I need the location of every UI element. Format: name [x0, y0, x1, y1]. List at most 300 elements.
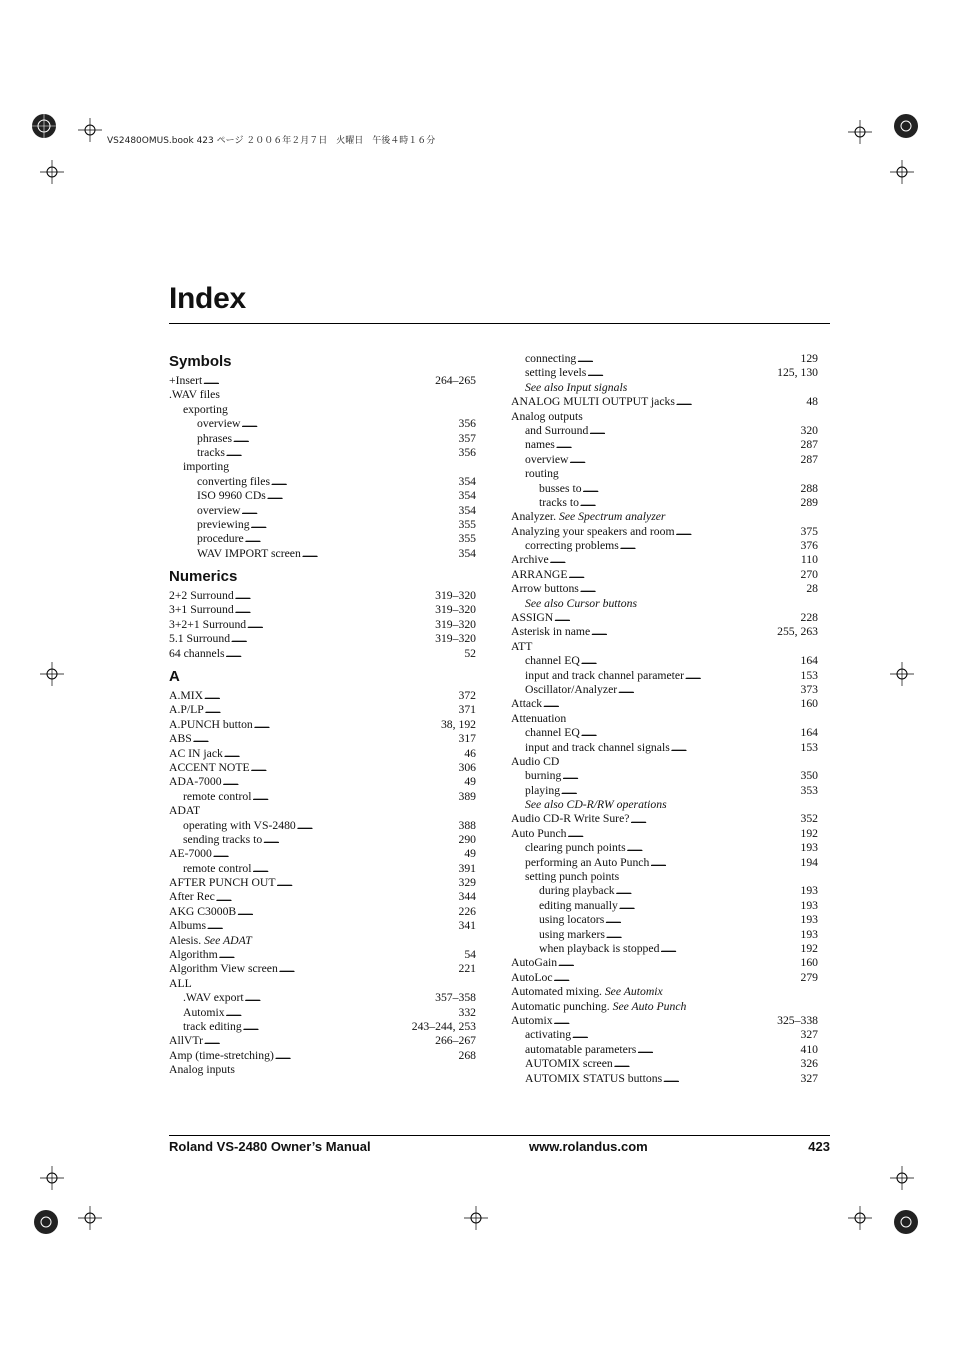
dot-leader: [543, 697, 797, 711]
entry-term: exporting: [183, 402, 228, 416]
index-entry: [169, 504, 476, 518]
index-entry: [511, 1072, 818, 1086]
entry-term: Attack: [511, 697, 543, 711]
index-entry: [511, 640, 818, 654]
index-entry: [511, 683, 818, 697]
entry-term: overview: [525, 452, 569, 466]
entry-term: editing manually: [539, 898, 618, 912]
entry-page: 46: [464, 746, 476, 760]
dot-leader: [627, 841, 798, 855]
entry-term: 2+2 Surround: [169, 589, 234, 603]
entry-term: Arrow buttons: [511, 582, 579, 596]
dot-leader: [252, 862, 455, 876]
entry-page: 354: [458, 489, 476, 503]
index-entry: [511, 769, 818, 783]
entry-term: input and track channel signals: [525, 740, 670, 754]
entry-page: 221: [458, 962, 476, 976]
entry-page: 356: [458, 445, 476, 459]
index-entry: [511, 438, 818, 452]
entry-page: 388: [458, 818, 476, 832]
index-entry: [169, 647, 476, 661]
entry-page: 373: [800, 682, 818, 696]
entry-term: ABS: [169, 732, 192, 746]
index-column-left: [169, 352, 476, 1078]
entry-term: AUTOMIX STATUS buttons: [525, 1071, 663, 1085]
index-entry: [511, 798, 818, 812]
entry-term: previewing: [197, 517, 250, 531]
crosshair-icon: [40, 160, 64, 184]
index-entry: [511, 813, 818, 827]
entry-term: Analog inputs: [169, 1063, 235, 1077]
entry-term: Algorithm: [169, 948, 218, 962]
dot-leader: [216, 891, 456, 905]
dot-leader: [562, 769, 797, 783]
dot-leader: [263, 833, 455, 847]
index-entry: [511, 1000, 818, 1014]
entry-term: clearing punch points: [525, 841, 626, 855]
index-entry: [169, 775, 476, 789]
entry-page: 192: [800, 826, 818, 840]
entry-term: AFTER PUNCH OUT: [169, 876, 276, 890]
index-entry: [511, 568, 818, 582]
dot-leader: [242, 504, 456, 518]
see-reference: See also CD-R/RW operations: [525, 798, 667, 812]
entry-term: Analog outputs: [511, 409, 583, 423]
dot-leader: [252, 790, 455, 804]
index-entry: [169, 388, 476, 402]
entry-page: 125, 130: [777, 366, 818, 380]
index-entry: [169, 417, 476, 431]
entry-term: importing: [183, 460, 230, 474]
entry-page: 357–358: [435, 991, 476, 1005]
index-entry: [169, 703, 476, 717]
index-entry: [169, 891, 476, 905]
entry-term: ANALOG MULTI OUTPUT jacks: [511, 395, 675, 409]
entry-term: 3+2+1 Surround: [169, 617, 247, 631]
entry-term: WAV IMPORT screen: [197, 546, 301, 560]
see-reference: See also Input signals: [525, 380, 628, 394]
dot-leader: [572, 1028, 797, 1042]
crosshair-icon: [848, 120, 872, 144]
dot-leader: [581, 654, 798, 668]
index-entry: [169, 819, 476, 833]
entry-page: 49: [464, 847, 476, 861]
crosshair-icon: [848, 1206, 872, 1230]
entry-term: channel EQ: [525, 654, 580, 668]
dot-leader: [277, 876, 456, 890]
dot-leader: [251, 518, 456, 532]
entry-term: performing an Auto Punch: [525, 855, 650, 869]
dot-leader: [606, 928, 798, 942]
index-entry: [511, 784, 818, 798]
index-entry: [169, 374, 476, 388]
index-entry: [511, 712, 818, 726]
dot-leader: [226, 647, 462, 661]
registration-mark-icon: [890, 112, 922, 144]
index-entry: [169, 632, 476, 646]
entry-page: 355: [458, 517, 476, 531]
entry-term: remote control: [183, 789, 252, 803]
entry-term: remote control: [183, 861, 252, 875]
index-entry: [511, 1057, 818, 1071]
entry-term: setting levels: [525, 366, 587, 380]
registration-mark-icon: [30, 1206, 64, 1240]
dot-leader: [550, 553, 798, 567]
entry-term: input and track channel parameter: [525, 668, 685, 682]
index-entry: [169, 847, 476, 861]
entry-term: setting punch points: [525, 870, 620, 884]
entry-page: 319–320: [435, 589, 476, 603]
index-entry: [511, 625, 818, 639]
index-entry: [511, 971, 818, 985]
entry-page: 192: [800, 942, 818, 955]
entry-page: 193: [800, 841, 818, 855]
index-entry: [511, 884, 818, 898]
dot-leader: [685, 669, 797, 683]
entry-term: ALL: [169, 976, 192, 990]
dot-leader: [569, 568, 798, 582]
index-entry: [169, 460, 476, 474]
index-entry: [169, 403, 476, 417]
entry-page: 326: [800, 1057, 818, 1071]
entry-page: 264–265: [435, 373, 476, 387]
entry-page: 354: [458, 474, 476, 488]
index-entry: [511, 510, 818, 524]
entry-page: 332: [458, 1005, 476, 1019]
entry-page: 164: [800, 726, 818, 740]
entry-term: Oscillator/Analyzer: [525, 682, 618, 696]
crosshair-icon: [890, 662, 914, 686]
see-reference: See also Cursor buttons: [525, 596, 638, 610]
entry-term: ADA-7000: [169, 775, 222, 789]
index-entry: [511, 985, 818, 999]
index-entry: [169, 977, 476, 991]
dot-leader: [650, 856, 797, 870]
index-column-right: [511, 352, 818, 1086]
dot-leader: [558, 956, 797, 970]
entry-term: tracks to: [539, 495, 579, 509]
page-title: Index: [169, 282, 246, 315]
entry-page: 354: [458, 503, 476, 517]
index-entry: [511, 928, 818, 942]
see-reference: See ADAT: [201, 933, 252, 947]
title-rule: [169, 323, 830, 324]
index-entry: [169, 689, 476, 703]
dot-leader: [235, 603, 432, 617]
entry-term: .WAV export: [183, 991, 244, 1005]
entry-term: AutoGain: [511, 956, 558, 970]
entry-page: 372: [458, 689, 476, 703]
registration-mark-icon: [30, 108, 70, 148]
dot-leader: [279, 962, 456, 976]
crosshair-icon: [464, 1206, 488, 1230]
entry-term: ARRANGE: [511, 567, 568, 581]
dot-leader: [204, 689, 455, 703]
dot-leader: [226, 1006, 456, 1020]
index-entry: [511, 611, 818, 625]
entry-page: 193: [800, 884, 818, 898]
entry-page: 110: [800, 553, 818, 567]
entry-page: 193: [800, 898, 818, 912]
entry-page: 391: [458, 861, 476, 875]
entry-page: 160: [800, 956, 818, 970]
index-entry: [511, 827, 818, 841]
crop-header: VS2480OMUS.book 423 ページ ２００６年２月７日 火曜日 午後４時１６分: [107, 136, 436, 146]
entry-term: tracks: [197, 445, 225, 459]
index-entry: [169, 862, 476, 876]
entry-page: 317: [458, 732, 476, 746]
entry-term: 5.1 Surround: [169, 632, 231, 646]
entry-term: converting files: [197, 474, 271, 488]
index-entry: [511, 741, 818, 755]
dot-leader: [297, 819, 456, 833]
dot-leader: [620, 539, 798, 553]
entry-term: Automatic punching. See Auto Punch: [511, 999, 687, 1013]
entry-term: AC IN jack: [169, 746, 223, 760]
dot-leader: [242, 417, 456, 431]
index-entry: [511, 913, 818, 927]
entry-term: [525, 798, 667, 812]
entry-page: 375: [800, 524, 818, 538]
dot-leader: [245, 991, 432, 1005]
index-entry: [511, 482, 818, 496]
index-entry: [169, 948, 476, 962]
index-entry: [511, 597, 818, 611]
entry-term: AKG C3000B: [169, 904, 237, 918]
index-entry: [511, 1014, 818, 1028]
entry-page: 357: [458, 431, 476, 445]
index-entry: [169, 991, 476, 1005]
dot-leader: [577, 352, 797, 366]
entry-term: Archive: [511, 553, 549, 567]
dot-leader: [591, 625, 774, 639]
entry-term: ISO 9960 CDs: [197, 489, 266, 503]
entry-term: Audio CD-R Write Sure?: [511, 812, 630, 826]
entry-term: correcting problems: [525, 539, 619, 553]
index-entry: [169, 532, 476, 546]
entry-page: 268: [458, 1048, 476, 1062]
entry-page: 376: [800, 539, 818, 553]
entry-term: Amp (time-stretching): [169, 1048, 274, 1062]
entry-term: activating: [525, 1028, 572, 1042]
footer-rule: [169, 1135, 830, 1136]
entry-page: 287: [800, 438, 818, 452]
entry-term: Alesis. See ADAT: [169, 933, 252, 947]
entry-term: when playback is stopped: [539, 942, 660, 955]
index-entry: [511, 395, 818, 409]
entry-term: +Insert: [169, 373, 203, 387]
entry-term: phrases: [197, 431, 233, 445]
entry-page: 319–320: [435, 632, 476, 646]
dot-leader: [580, 582, 803, 596]
entry-page: 327: [800, 1071, 818, 1085]
entry-page: 287: [800, 452, 818, 466]
crosshair-icon: [890, 1166, 914, 1190]
entry-page: 226: [458, 904, 476, 918]
crosshair-icon: [40, 1166, 64, 1190]
index-entry: [169, 876, 476, 890]
footer-website: www.rolandus.com: [529, 1139, 648, 1154]
see-reference: See Automix: [601, 985, 663, 999]
index-entry: [511, 381, 818, 395]
entry-page: 352: [800, 812, 818, 826]
dot-leader: [224, 747, 461, 761]
entry-term: .WAV files: [169, 388, 220, 402]
index-entry: [511, 899, 818, 913]
entry-term: playing: [525, 783, 561, 797]
index-entry: [169, 962, 476, 976]
index-entry: [169, 804, 476, 818]
entry-term: A.P/LP: [169, 703, 204, 717]
entry-page: 327: [800, 1028, 818, 1042]
dot-leader: [213, 847, 461, 861]
dot-leader: [231, 632, 432, 646]
entry-term: overview: [197, 503, 241, 517]
entry-term: Analyzer. See Spectrum analyzer: [511, 510, 666, 524]
index-entry: [169, 934, 476, 948]
entry-page: 193: [800, 913, 818, 927]
entry-term: Attenuation: [511, 711, 567, 725]
entry-term: Asterisk in name: [511, 625, 591, 639]
entry-term: automatable parameters: [525, 1042, 637, 1056]
index-entry: [511, 726, 818, 740]
dot-leader: [637, 1043, 797, 1057]
dot-leader: [226, 446, 456, 460]
entry-page: 243–244, 253: [411, 1020, 476, 1033]
dot-leader: [203, 374, 432, 388]
dot-leader: [233, 432, 455, 446]
index-entry: [169, 1034, 476, 1048]
entry-page: 49: [464, 775, 476, 789]
dot-leader: [676, 525, 798, 539]
index-entry: [169, 790, 476, 804]
index-entry: [169, 905, 476, 919]
footer-manual-title: Roland VS-2480 Owner’s Manual: [169, 1139, 371, 1154]
index-entry: [511, 1028, 818, 1042]
entry-term: Automix: [183, 1005, 225, 1019]
entry-page: 389: [458, 789, 476, 803]
index-entry: [511, 453, 818, 467]
entry-page: 320: [800, 423, 818, 437]
index-entry: [511, 496, 818, 510]
entry-page: 279: [800, 970, 818, 984]
entry-page: 410: [800, 1042, 818, 1056]
entry-page: 153: [800, 668, 818, 682]
section-heading: A: [169, 668, 180, 686]
entry-page: 353: [800, 783, 818, 797]
entry-page: 255, 263: [777, 625, 818, 639]
index-entry: [511, 870, 818, 884]
entry-term: After Rec: [169, 890, 215, 904]
entry-page: 289: [800, 495, 818, 509]
dot-leader: [616, 884, 798, 898]
entry-term: [525, 597, 637, 611]
index-entry: [511, 1043, 818, 1057]
index-entry: [511, 942, 818, 956]
entry-term: [525, 381, 627, 395]
dot-leader: [663, 1072, 797, 1086]
dot-leader: [247, 618, 432, 632]
entry-page: 38, 192: [440, 717, 476, 731]
entry-term: routing: [525, 467, 559, 481]
dot-leader: [614, 1057, 798, 1071]
entry-term: 64 channels: [169, 646, 225, 660]
entry-term: ATT: [511, 639, 533, 653]
entry-term: Automix: [511, 1013, 553, 1027]
crosshair-icon: [40, 662, 64, 686]
entry-term: AUTOMIX screen: [525, 1057, 613, 1071]
index-entry: [169, 1063, 476, 1077]
entry-page: 228: [800, 611, 818, 625]
index-entry: [511, 841, 818, 855]
dot-leader: [245, 532, 456, 546]
entry-page: 350: [800, 769, 818, 783]
entry-term: A.MIX: [169, 689, 204, 703]
dot-leader: [618, 683, 797, 697]
entry-page: 164: [800, 654, 818, 668]
entry-term: using markers: [539, 927, 605, 941]
dot-leader: [271, 475, 455, 489]
crosshair-icon: [890, 160, 914, 184]
entry-page: 153: [800, 740, 818, 754]
index-entry: [511, 697, 818, 711]
dot-leader: [568, 827, 798, 841]
entry-term: Audio CD: [511, 754, 560, 768]
index-entry: [169, 732, 476, 746]
entry-term: connecting: [525, 351, 577, 365]
entry-term: track editing: [183, 1020, 242, 1033]
index-entry: [169, 432, 476, 446]
index-entry: [511, 755, 818, 769]
see-reference: See Spectrum analyzer: [556, 510, 666, 524]
index-entry: [511, 352, 818, 366]
index-entry: [511, 582, 818, 596]
entry-term: Analyzing your speakers and room: [511, 524, 675, 538]
dot-leader: [302, 547, 456, 561]
index-entry: [511, 424, 818, 438]
dot-leader: [570, 453, 798, 467]
dot-leader: [204, 1034, 432, 1048]
index-entry: [511, 553, 818, 567]
dot-leader: [589, 424, 797, 438]
entry-page: 48: [806, 395, 818, 409]
dot-leader: [605, 913, 797, 927]
footer-page-number: 423: [808, 1139, 830, 1154]
index-entry: [169, 1020, 476, 1034]
index-entry: [169, 475, 476, 489]
dot-leader: [235, 589, 432, 603]
entry-page: 325–338: [777, 1013, 818, 1027]
entry-term: Albums: [169, 919, 207, 933]
index-entry: [511, 467, 818, 481]
entry-page: 270: [800, 567, 818, 581]
dot-leader: [223, 775, 462, 789]
index-entry: [169, 761, 476, 775]
entry-term: ACCENT NOTE: [169, 760, 250, 774]
entry-page: 319–320: [435, 603, 476, 617]
dot-leader: [554, 971, 798, 985]
registration-mark-icon: [890, 1206, 924, 1240]
entry-term: Auto Punch: [511, 826, 567, 840]
index-entry: [511, 654, 818, 668]
index-entry: [169, 603, 476, 617]
dot-leader: [554, 611, 797, 625]
entry-term: Algorithm View screen: [169, 962, 278, 976]
dot-leader: [207, 919, 455, 933]
entry-term: AutoLoc: [511, 970, 553, 984]
entry-page: 356: [458, 417, 476, 431]
crosshair-icon: [78, 118, 102, 142]
